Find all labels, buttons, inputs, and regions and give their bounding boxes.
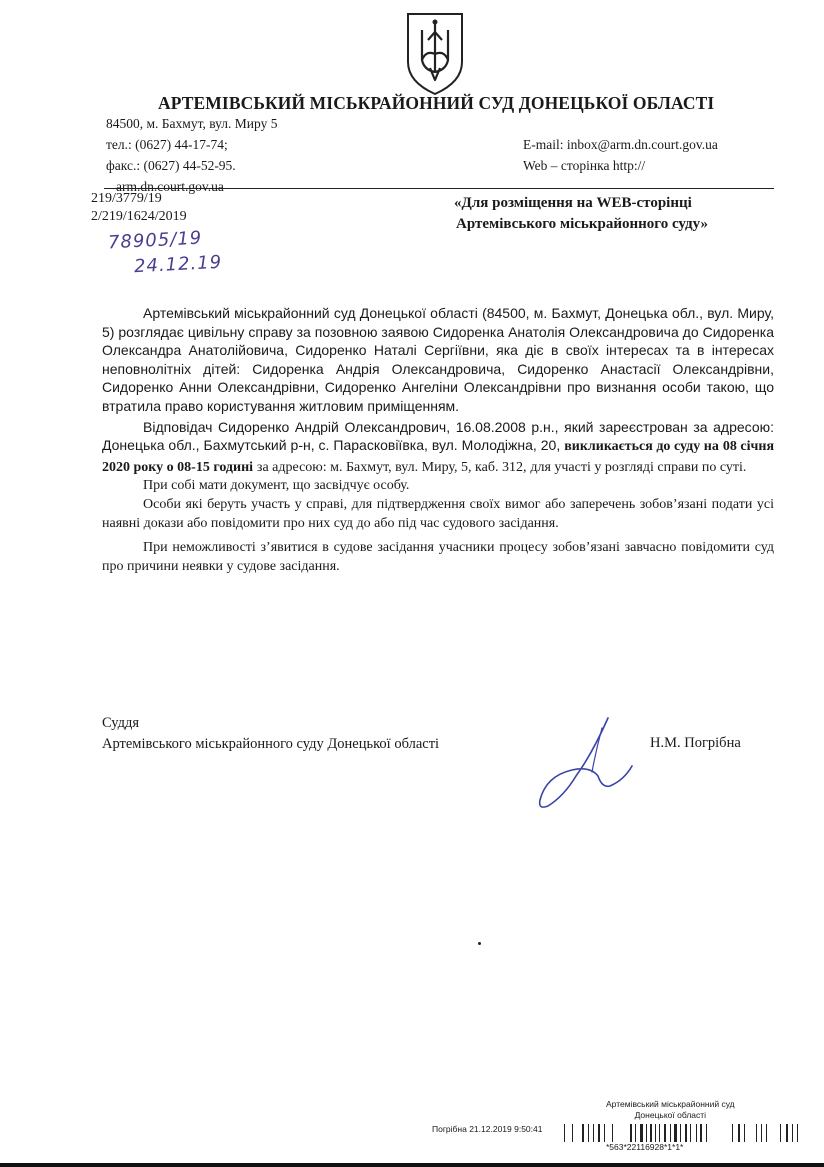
placement-note-line2: Артемівського міськрайонного суду»: [456, 216, 708, 232]
footer-court-name: [606, 1099, 735, 1121]
scan-bottom-edge: [0, 1163, 824, 1167]
handwritten-date: 24.12.19: [133, 251, 223, 278]
court-name-heading: АРТЕМІВСЬКИЙ МІСЬКРАЙОННИЙ СУД ДОНЕЦЬКОЇ ОБЛАСТІ: [158, 93, 715, 113]
court-contacts: [106, 113, 277, 197]
judge-title: Суддя: [102, 715, 140, 731]
absence-notice-paragraph: При неможливості з’явитися в судове засідання учасники процесу зобов’язані завчасно повідомити суд про причини неявки у судове засідання.: [102, 540, 774, 574]
summons-call-text: викликається до суду на: [564, 439, 719, 455]
court-fax: факс.: (0627) 44-52-95.: [106, 158, 236, 173]
footer-signature-stamp: Погрібна 21.12.2019 9:50:41: [432, 1124, 543, 1134]
court-address: 84500, м. Бахмут, вул. Миру 5: [106, 116, 278, 131]
scan-speck: [478, 942, 481, 945]
judge-court: Артемівського міськрайонного суду Донецької області: [102, 736, 440, 752]
court-online-contacts: [523, 134, 718, 176]
placement-note: [454, 193, 708, 235]
court-site: arm.dn.court.gov.ua: [116, 179, 224, 194]
hearing-address: за адресою: м. Бахмут, вул. Миру, 5, каб. 312,: [256, 459, 527, 475]
case-description-paragraph: Артемівський міськрайонний суд Донецької області (84500, м. Бахмут, Донецька обл., вул. Миру, 5) розглядає цивільну справу за позовною заявою Сидоренка Анатолія Олександровича до Сидоренка Олександра Анатолійовича, Сидоренко Наталі Сергіївни, яка діє в своїх інтересах та в інтересах неповнолітніх дітей: Сидоренка Андрія Олександровича, Сидоренко Анастасії Олександрівни, Сидоренко Анни Олександрівни, Сидоренко Ангеліни Олександрівни про визнання особи такою, що втратила право користування житловим приміщенням.: [102, 305, 774, 414]
proceeding-number: 2/219/1624/2019: [91, 209, 187, 224]
evidence-paragraph: Особи які беруть участь у справі, для підтвердження своїх вимог або заперечень зобов’язані подати усі наявні докази або повідомити про них суд до або під час судового засідання.: [102, 496, 774, 531]
judge-name: Н.М. Погрібна: [650, 735, 741, 751]
placement-note-line1: «Для розміщення на WEB-сторінці: [454, 195, 692, 211]
coat-of-arms-emblem: [404, 10, 466, 96]
court-phone: тел.: (0627) 44-17-74;: [106, 137, 228, 152]
judge-block: [102, 713, 439, 755]
hearing-datetime: 08 січня 2020 року о 08-15 годині: [102, 439, 775, 475]
hearing-purpose: для участі у розгляді справи по суті.: [530, 459, 747, 475]
defendant-text: Відповідач Сидоренко Андрій Олександрович, 16.08.2008 р.н., який зареєстрован за адресою: Донецька обл., Бахмутський р-н, с. Парасковіївка, вул. Молодіжна, 20,: [102, 418, 774, 454]
summons-paragraph: [102, 418, 774, 478]
case-references: [91, 190, 187, 226]
case-number: 219/3779/19: [91, 191, 162, 206]
barcode-number: *563*22116928*1*1*: [606, 1142, 684, 1152]
handwritten-incoming-number: 78905/19: [107, 227, 203, 254]
footer-court-line2: Донецької області: [634, 1110, 707, 1120]
court-web: Web – сторінка http://: [523, 158, 646, 173]
summons-body: [102, 304, 774, 576]
handwritten-signature: [532, 714, 640, 814]
document-note-paragraph: При собі мати документ, що засвідчує особу.: [143, 478, 410, 494]
header-divider: [104, 188, 774, 189]
footer-court-line1: Артемівський міськрайонний суд: [606, 1099, 735, 1109]
court-email: E-mail: inbox@arm.dn.court.gov.ua: [523, 137, 718, 152]
